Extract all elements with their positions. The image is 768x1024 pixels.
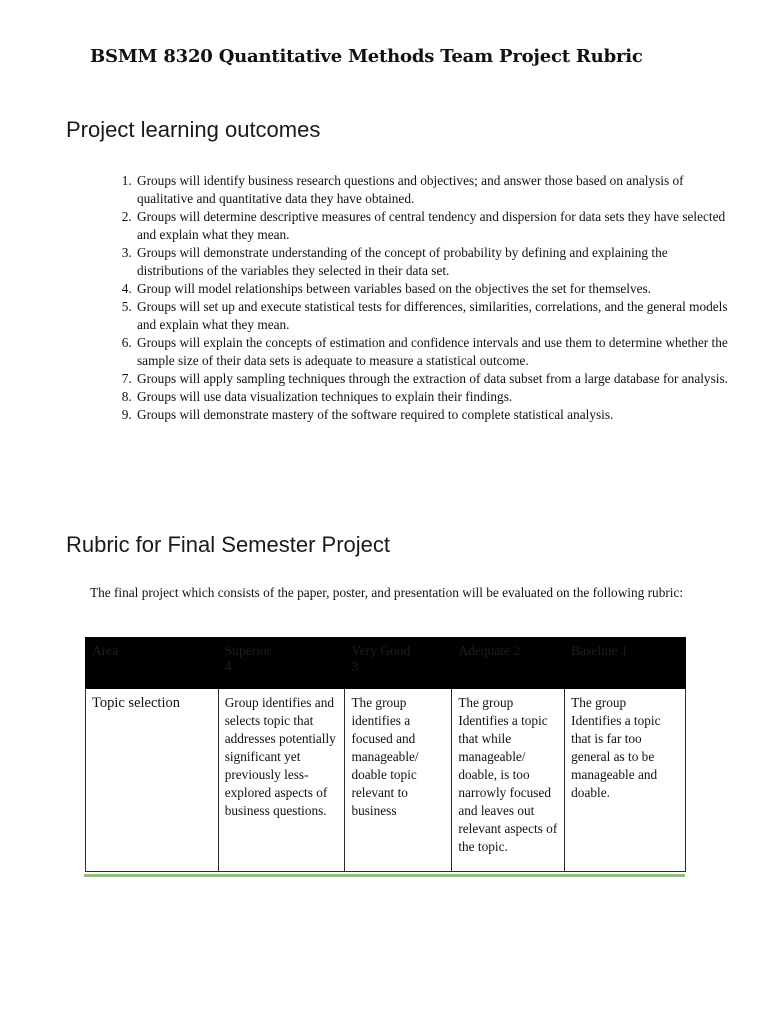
superior-cell: Group identifies and selects topic that addresses potentially significant yet previously less-explored aspects of business questions. (218, 689, 345, 872)
outcome-item: 8. Groups will use data visualization techniques to explain their findings. (135, 388, 735, 406)
rubric-intro: The final project which consists of the paper, poster, and presentation will be evaluated on the following rubric: (90, 585, 684, 600)
rubric-header-row (86, 638, 686, 689)
column-header-superior (218, 638, 345, 689)
outcome-item: 5. Groups will set up and execute statistical tests for differences, similarities, correlations, and the general models and explain what they mean. (135, 298, 735, 334)
baseline-cell: The group Identifies a topic that is far too general as to be manageable and doable. (565, 689, 686, 872)
column-label: Adequate 2 (458, 643, 521, 658)
document-title: BSMM 8320 Quantitative Methods Team Project Rubric (90, 46, 643, 67)
column-header-area (86, 638, 219, 689)
outcome-item: 7. Groups will apply sampling techniques through the extraction of data subset from a large database for analysis. (135, 370, 735, 388)
outcome-item: 6. Groups will explain the concepts of estimation and confidence intervals and use them to determine whether the sample size of their data sets is adequate to measure a statistical outcome. (135, 334, 735, 370)
column-header-adequate (452, 638, 565, 689)
column-score: 4 (224, 659, 232, 674)
column-label: Superior (224, 643, 272, 658)
column-score: 3 (351, 659, 359, 674)
table-row (86, 689, 686, 872)
area-cell: Topic selection (86, 689, 219, 872)
outcome-item: 4. Group will model relationships between variables based on the objectives the set for themselves. (135, 280, 735, 298)
divider-line (84, 874, 685, 877)
outcomes-heading: Project learning outcomes (66, 117, 321, 142)
learning-outcomes-list (90, 172, 735, 424)
column-label: Area (92, 643, 119, 658)
outcome-item: 1. Groups will identify business research questions and objectives; and answer those based on analysis of qualitative and quantitative data they have obtained. (135, 172, 735, 208)
rubric-table (85, 637, 686, 872)
column-label: Very Good (351, 643, 411, 658)
column-label: Baseline 1 (571, 643, 628, 658)
column-header-baseline (565, 638, 686, 689)
outcome-item: 9. Groups will demonstrate mastery of the software required to complete statistical analysis. (135, 406, 735, 424)
very-good-cell: The group identifies a focused and manageable/ doable topic relevant to business (345, 689, 452, 872)
rubric-heading: Rubric for Final Semester Project (66, 532, 390, 557)
outcome-item: 2. Groups will determine descriptive measures of central tendency and dispersion for data sets they have selected and explain what they mean. (135, 208, 735, 244)
column-header-very-good (345, 638, 452, 689)
outcome-item: 3. Groups will demonstrate understanding of the concept of probability by defining and explaining the distributions of the variables they selected in their data set. (135, 244, 735, 280)
adequate-cell: The group Identifies a topic that while manageable/ doable, is too narrowly focused and leaves out relevant aspects of the topic. (452, 689, 565, 872)
